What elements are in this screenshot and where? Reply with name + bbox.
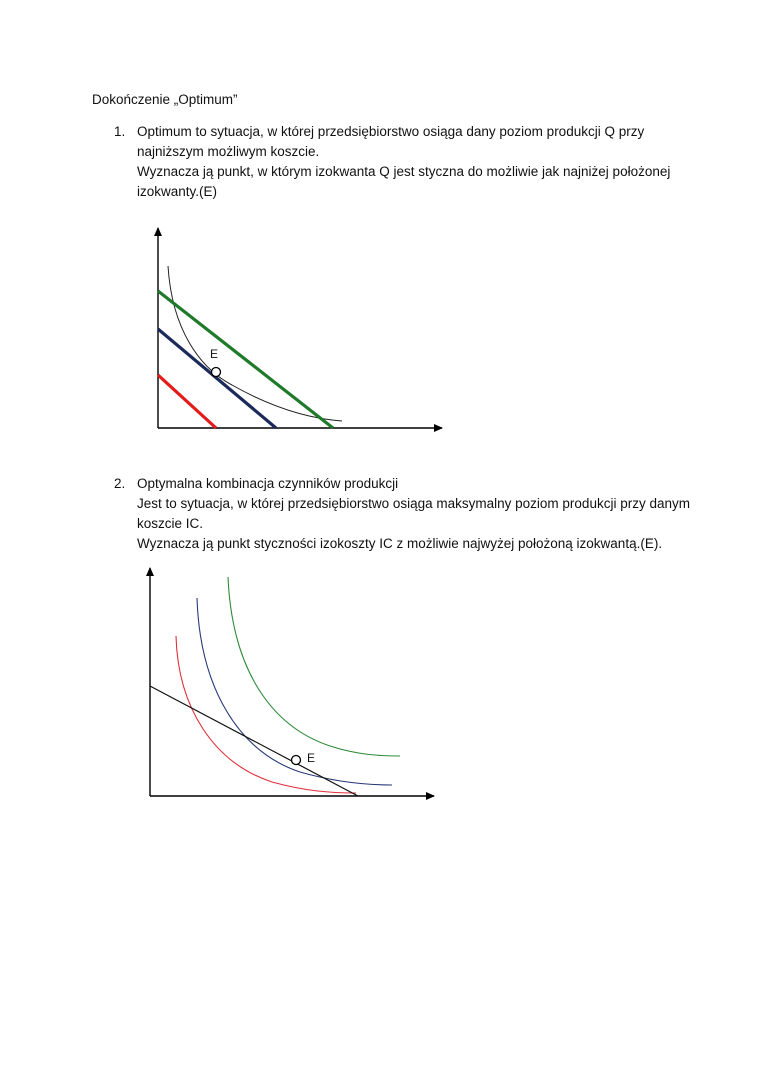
list-item-number: 2. bbox=[114, 476, 126, 491]
text-line: Optymalna kombinacja czynników produkcji bbox=[137, 476, 399, 491]
optimum-point-label: E bbox=[210, 347, 219, 361]
optimum-point-label: E bbox=[307, 751, 316, 765]
text-line: izokwanty.(E) bbox=[137, 184, 218, 199]
isoquant-curve-green bbox=[228, 577, 400, 756]
document-title: Dokończenie „Optimum” bbox=[92, 92, 238, 107]
text-line: Optimum to sytuacja, w której przedsiębiorstwo osiąga dany poziom produkcji Q przy bbox=[137, 124, 645, 139]
text-line: Wyznacza ją punkt, w którym izokwanta Q jest styczna do możliwie jak najniżej położonej bbox=[137, 164, 671, 179]
text-line: najniższym możliwym koszcie. bbox=[137, 144, 320, 159]
text-line: Jest to sytuacja, w której przedsiębiorstwo osiąga maksymalny poziom produkcji przy danym bbox=[137, 496, 690, 511]
optimum-point-marker bbox=[292, 756, 301, 765]
list-item-number: 1. bbox=[114, 124, 126, 139]
isocost-line bbox=[150, 686, 358, 796]
text-line: koszcie IC. bbox=[137, 516, 204, 531]
text-line: Wyznacza ją punkt styczności izokoszty IC z możliwie najwyżej położoną izokwantą.(E). bbox=[137, 536, 663, 551]
